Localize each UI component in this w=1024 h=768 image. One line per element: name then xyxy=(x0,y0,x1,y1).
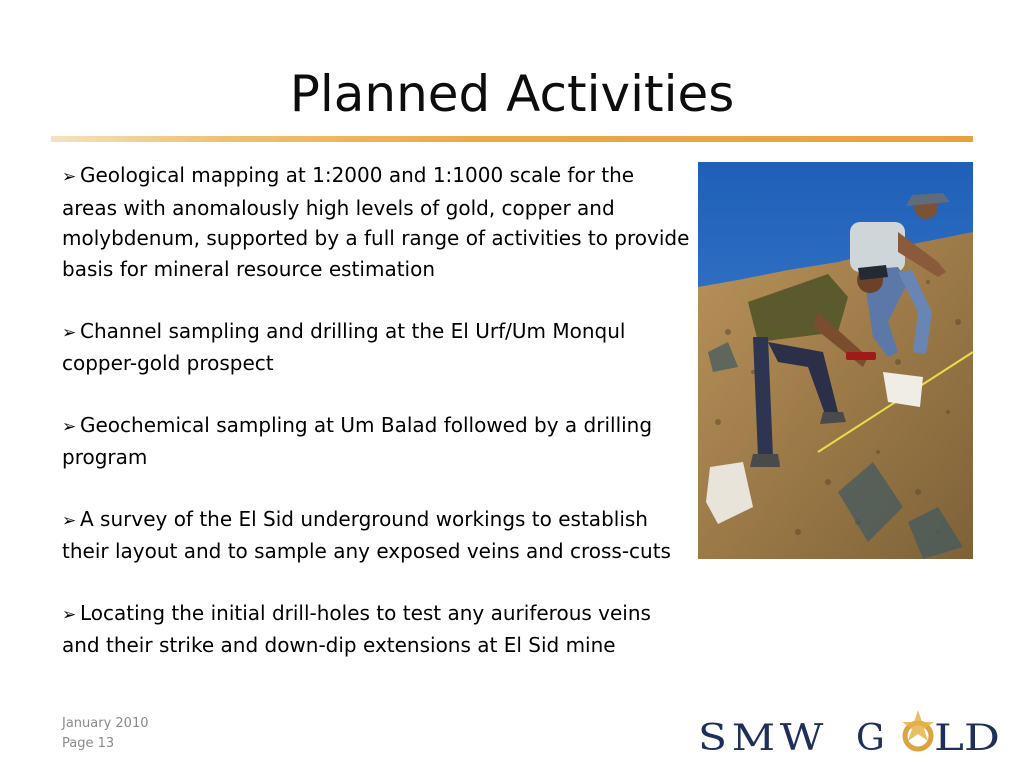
bullet-text: Geochemical sampling at Um Balad followed by a drilling program xyxy=(62,412,653,470)
bullet-item xyxy=(62,410,692,473)
svg-text:SMW: SMW xyxy=(698,718,828,758)
bullet-text: Channel sampling and drilling at the El Urf/Um Monqul copper-gold prospect xyxy=(62,318,626,376)
footer-date: January 2010 xyxy=(62,716,149,731)
slide-footer xyxy=(62,714,149,754)
arrow-bullet-icon: ➢ xyxy=(62,322,77,343)
footer-page-number: Page 13 xyxy=(62,736,115,751)
svg-text:G: G xyxy=(856,718,885,758)
arrow-bullet-icon: ➢ xyxy=(62,510,77,531)
arrow-bullet-icon: ➢ xyxy=(62,416,77,437)
svg-text:LD: LD xyxy=(934,718,1000,758)
bullet-text: Geological mapping at 1:2000 and 1:1000 scale for the areas with anomalously high levels of gold, copper and molybdenum, supported by a full range of activities to provide basis for mineral resource estimation xyxy=(62,163,690,282)
bullet-item xyxy=(62,316,692,379)
title-divider xyxy=(51,136,973,142)
arrow-bullet-icon: ➢ xyxy=(62,167,77,187)
bullet-text: Locating the initial drill-holes to test any auriferous veins and their strike and down-dip extensions at El Sid mine xyxy=(62,600,651,658)
bullet-list xyxy=(62,160,692,692)
bullet-item xyxy=(62,598,692,661)
slide-title: Planned Activities xyxy=(289,65,735,123)
bullet-text: A survey of the El Sid underground workings to establish their layout and to sample any exposed veins and cross-cuts xyxy=(62,506,671,564)
bullet-item xyxy=(62,504,692,567)
field-geologists-photo xyxy=(698,162,973,559)
gold-star-icon xyxy=(902,710,934,749)
arrow-bullet-icon: ➢ xyxy=(62,604,77,625)
bullet-item xyxy=(62,160,692,285)
smw-gold-logo xyxy=(696,708,1002,758)
